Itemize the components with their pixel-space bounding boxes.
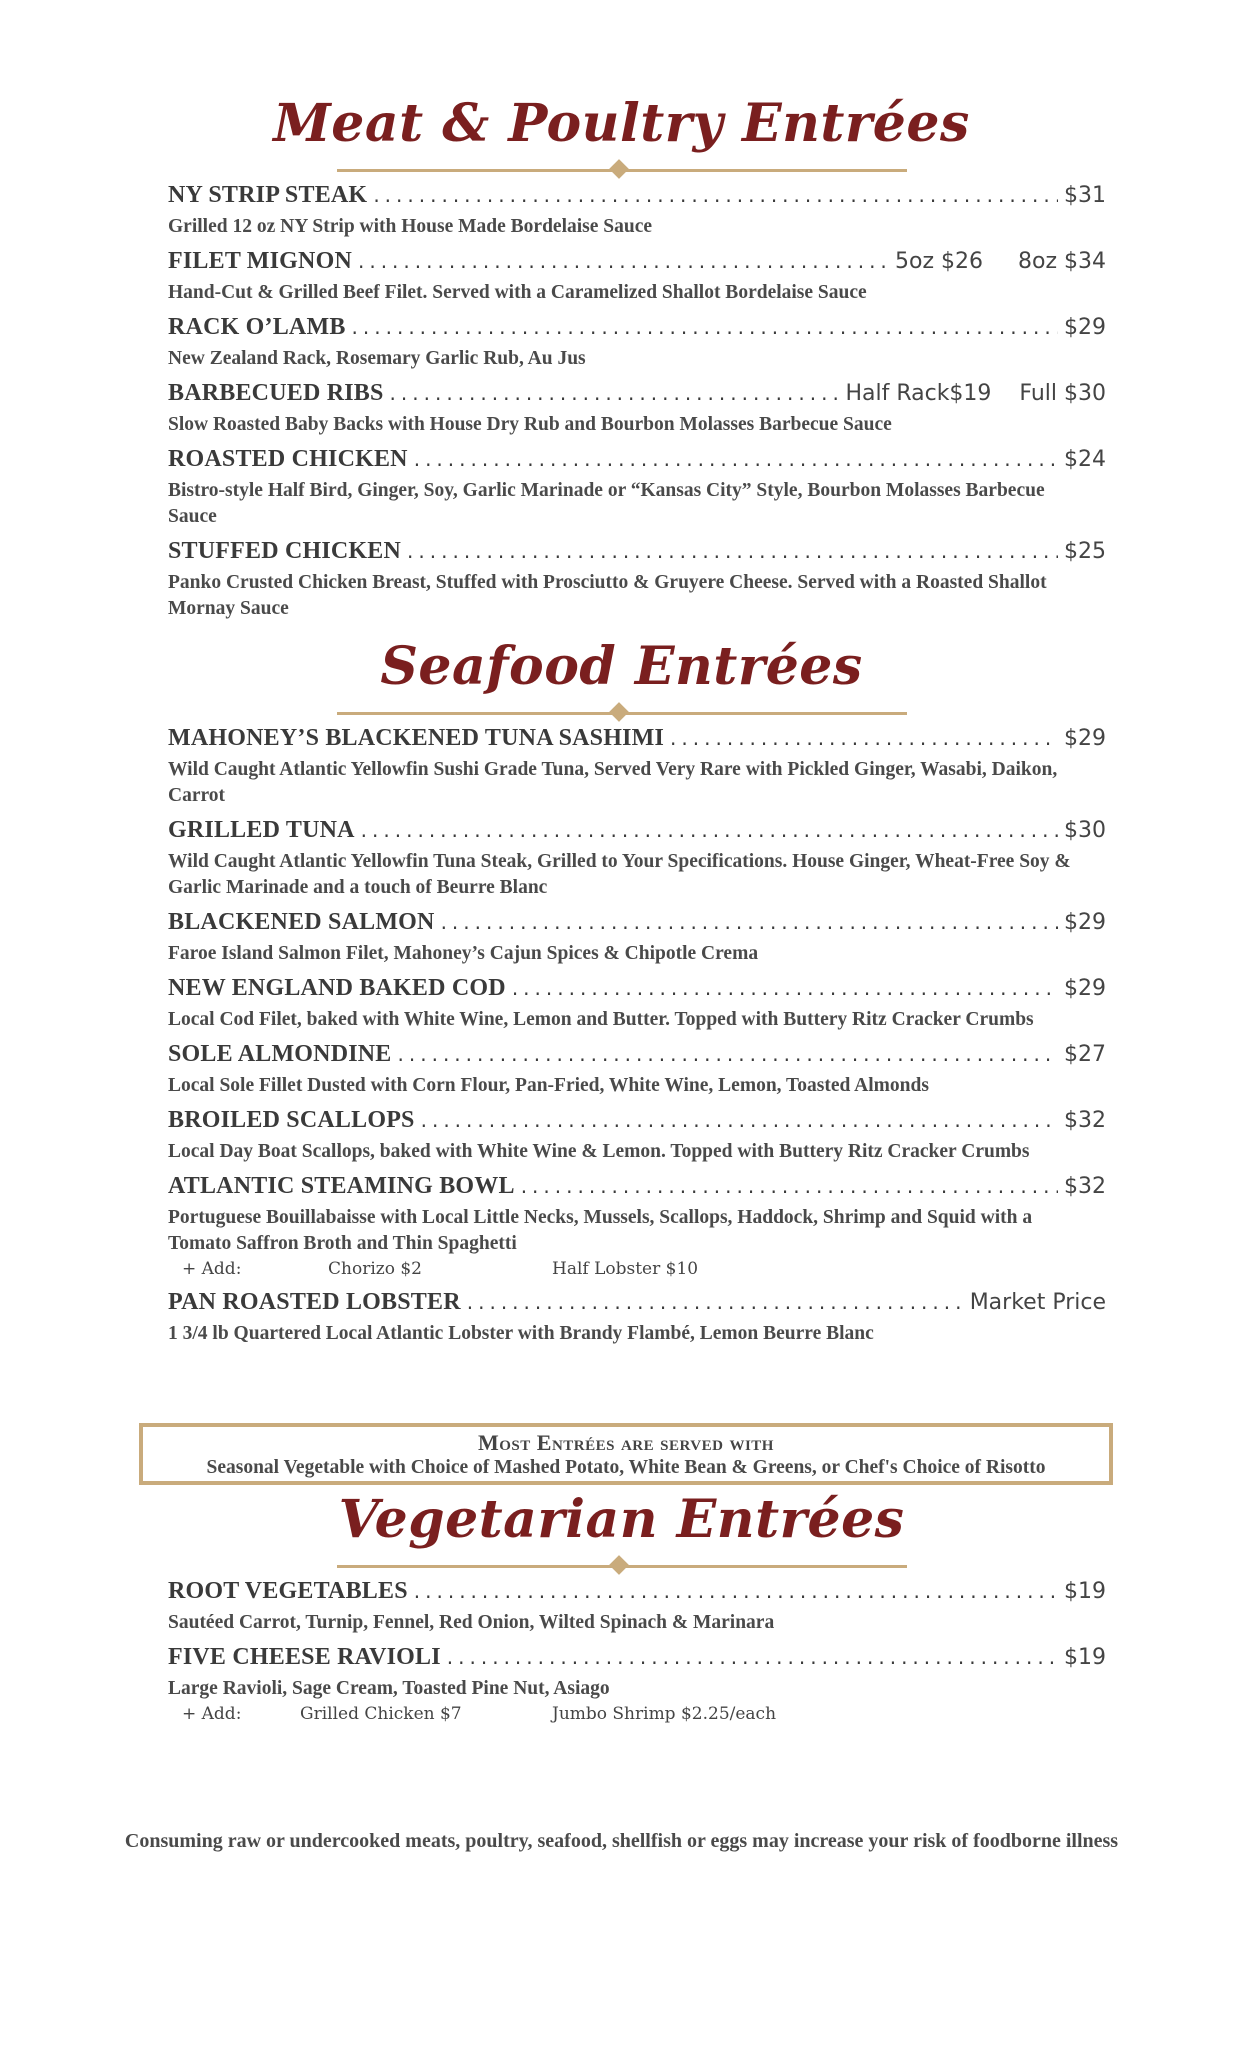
item-description: Bistro-style Half Bird, Ginger, Soy, Garlic Marinade or “Kansas City” Style, Bourbon Molasses Barbecue Sauce bbox=[168, 480, 1045, 527]
item-price: $31 bbox=[1064, 183, 1106, 208]
item-description: Portuguese Bouillabaisse with Local Little Necks, Mussels, Scallops, Haddock, Shrimp and Squid with a Tomato Saffron Broth and Thin Spaghetti bbox=[168, 1207, 1033, 1254]
item-description: Sautéed Carrot, Turnip, Fennel, Red Onion, Wilted Spinach & Marinara bbox=[168, 1612, 775, 1633]
item-price: $29 bbox=[1064, 976, 1106, 1001]
item-price: Market Price bbox=[969, 1290, 1106, 1315]
diamond-icon bbox=[609, 702, 629, 722]
item-description: Slow Roasted Baby Backs with House Dry Rub and Bourbon Molasses Barbecue Sauce bbox=[168, 414, 892, 435]
vegetarian-section bbox=[0, 1488, 1243, 1734]
section-title-vegetarian: Vegetarian Entrées bbox=[338, 1489, 905, 1550]
add-ons-row bbox=[168, 1702, 1106, 1726]
diamond-icon bbox=[609, 1555, 629, 1575]
item-description: Hand-Cut & Grilled Beef Filet. Served with a Caramelized Shallot Bordelaise Sauce bbox=[168, 282, 867, 303]
menu-item bbox=[168, 1644, 1106, 1726]
divider-ornament bbox=[337, 703, 907, 723]
item-description: Local Cod Filet, baked with White Wine, Lemon and Butter. Topped with Buttery Ritz Cracker Crumbs bbox=[168, 1009, 1034, 1030]
dot-leader bbox=[352, 315, 1058, 339]
dot-leader bbox=[521, 1174, 1058, 1198]
menu-item bbox=[168, 1041, 1106, 1099]
item-price: $24 bbox=[1064, 447, 1106, 472]
item-description: Local Sole Fillet Dusted with Corn Flour, Pan-Fried, White Wine, Lemon, Toasted Almonds bbox=[168, 1075, 929, 1096]
item-price: $29 bbox=[1064, 726, 1106, 751]
menu-item bbox=[168, 248, 1106, 306]
dot-leader bbox=[361, 818, 1058, 842]
item-name: ROOT VEGETABLES bbox=[168, 1578, 408, 1604]
dot-leader bbox=[467, 1290, 964, 1314]
add-on-option: Half Lobster $10 bbox=[552, 1259, 699, 1279]
menu-item bbox=[168, 446, 1106, 530]
item-name: MAHONEY’S BLACKENED TUNA SASHIMI bbox=[168, 725, 665, 751]
notice-title: Most Entrées are served with bbox=[478, 1430, 774, 1455]
menu-item bbox=[168, 1578, 1106, 1636]
item-description: New Zealand Rack, Rosemary Garlic Rub, Au Jus bbox=[168, 348, 586, 369]
item-description: Panko Crusted Chicken Breast, Stuffed with Prosciutto & Gruyere Cheese. Served with a Roasted Shallot Mornay Sauce bbox=[168, 572, 1047, 619]
item-name: PAN ROASTED LOBSTER bbox=[168, 1289, 461, 1315]
item-description: Large Ravioli, Sage Cream, Toasted Pine Nut, Asiago bbox=[168, 1678, 610, 1699]
item-name: SOLE ALMONDINE bbox=[168, 1041, 392, 1067]
seafood-items bbox=[168, 725, 1106, 1347]
seafood-section bbox=[0, 635, 1243, 1355]
menu-item bbox=[168, 1173, 1106, 1281]
item-name: NY STRIP STEAK bbox=[168, 182, 368, 208]
item-name: STUFFED CHICKEN bbox=[168, 538, 402, 564]
dot-leader bbox=[407, 539, 1058, 563]
item-price: $19 bbox=[1064, 1645, 1106, 1670]
add-on-option: Chorizo $2 bbox=[328, 1259, 422, 1279]
dot-leader bbox=[390, 381, 840, 405]
diamond-icon bbox=[609, 159, 629, 179]
divider-ornament bbox=[337, 1556, 907, 1576]
item-price: $19 bbox=[1064, 1579, 1106, 1604]
add-on-option: Grilled Chicken $7 bbox=[300, 1704, 462, 1724]
served-with-notice bbox=[139, 1423, 1113, 1485]
dot-leader bbox=[512, 976, 1058, 1000]
item-name: ROASTED CHICKEN bbox=[168, 446, 408, 472]
menu-item bbox=[168, 817, 1106, 901]
add-on-option: Jumbo Shrimp $2.25/each bbox=[552, 1704, 777, 1724]
item-price: $25 bbox=[1064, 539, 1106, 564]
item-name: FIVE CHEESE RAVIOLI bbox=[168, 1644, 441, 1670]
menu-item bbox=[168, 909, 1106, 967]
item-description: Wild Caught Atlantic Yellowfin Tuna Steak, Grilled to Your Specifications. House Ginger, Wheat-Free Soy & Garlic Marinade and a touch of Beurre Blanc bbox=[168, 851, 1071, 898]
item-description: 1 3/4 lb Quartered Local Atlantic Lobster with Brandy Flambé, Lemon Beurre Blanc bbox=[168, 1323, 874, 1344]
item-name: NEW ENGLAND BAKED COD bbox=[168, 975, 506, 1001]
item-price: Half Rack$19 Full $30 bbox=[845, 381, 1106, 406]
item-price: $32 bbox=[1064, 1174, 1106, 1199]
item-name: RACK O’LAMB bbox=[168, 314, 346, 340]
menu-item bbox=[168, 314, 1106, 372]
item-name: ATLANTIC STEAMING BOWL bbox=[168, 1173, 515, 1199]
menu-item bbox=[168, 1107, 1106, 1165]
item-name: GRILLED TUNA bbox=[168, 817, 355, 843]
menu-item bbox=[168, 182, 1106, 240]
add-ons-label: + Add: bbox=[182, 1259, 242, 1279]
meat-items bbox=[168, 182, 1106, 622]
menu-item bbox=[168, 538, 1106, 622]
food-safety-disclaimer: Consuming raw or undercooked meats, poultry, seafood, shellfish or eggs may increase your risk of foodborne illness bbox=[124, 1830, 1119, 1852]
item-name: BLACKENED SALMON bbox=[168, 909, 435, 935]
menu-item bbox=[168, 975, 1106, 1033]
menu-item bbox=[168, 380, 1106, 438]
dot-leader bbox=[447, 1645, 1058, 1669]
meat-section bbox=[0, 92, 1243, 630]
section-title-seafood: Seafood Entrées bbox=[380, 636, 863, 697]
divider-ornament bbox=[337, 160, 907, 180]
dot-leader bbox=[670, 726, 1058, 750]
item-price: $29 bbox=[1064, 315, 1106, 340]
item-price: 5oz $26 8oz $34 bbox=[895, 249, 1106, 274]
item-price: $30 bbox=[1064, 818, 1106, 843]
notice-text: Seasonal Vegetable with Choice of Mashed Potato, White Bean & Greens, or Chef's Choice of Risotto bbox=[206, 1457, 1046, 1478]
dot-leader bbox=[441, 910, 1058, 934]
item-name: FILET MIGNON bbox=[168, 248, 352, 274]
item-name: BARBECUED RIBS bbox=[168, 380, 384, 406]
item-price: $32 bbox=[1064, 1108, 1106, 1133]
vegetarian-items bbox=[168, 1578, 1106, 1726]
dot-leader bbox=[398, 1042, 1058, 1066]
dot-leader bbox=[414, 447, 1058, 471]
item-name: BROILED SCALLOPS bbox=[168, 1107, 415, 1133]
item-price: $27 bbox=[1064, 1042, 1106, 1067]
section-title-meat: Meat & Poultry Entrées bbox=[273, 93, 970, 154]
menu-item bbox=[168, 1289, 1106, 1347]
add-ons-label: + Add: bbox=[182, 1704, 242, 1724]
dot-leader bbox=[358, 249, 889, 273]
item-description: Wild Caught Atlantic Yellowfin Sushi Grade Tuna, Served Very Rare with Pickled Ginger, Wasabi, Daikon, Carrot bbox=[168, 759, 1058, 806]
dot-leader bbox=[421, 1108, 1058, 1132]
add-ons-row bbox=[168, 1257, 1106, 1281]
dot-leader bbox=[373, 183, 1058, 207]
menu-item bbox=[168, 725, 1106, 809]
item-description: Local Day Boat Scallops, baked with White Wine & Lemon. Topped with Buttery Ritz Cracker Crumbs bbox=[168, 1141, 1030, 1162]
item-price: $29 bbox=[1064, 910, 1106, 935]
item-description: Grilled 12 oz NY Strip with House Made Bordelaise Sauce bbox=[168, 216, 653, 237]
item-description: Faroe Island Salmon Filet, Mahoney’s Cajun Spices & Chipotle Crema bbox=[168, 943, 759, 964]
dot-leader bbox=[414, 1579, 1058, 1603]
